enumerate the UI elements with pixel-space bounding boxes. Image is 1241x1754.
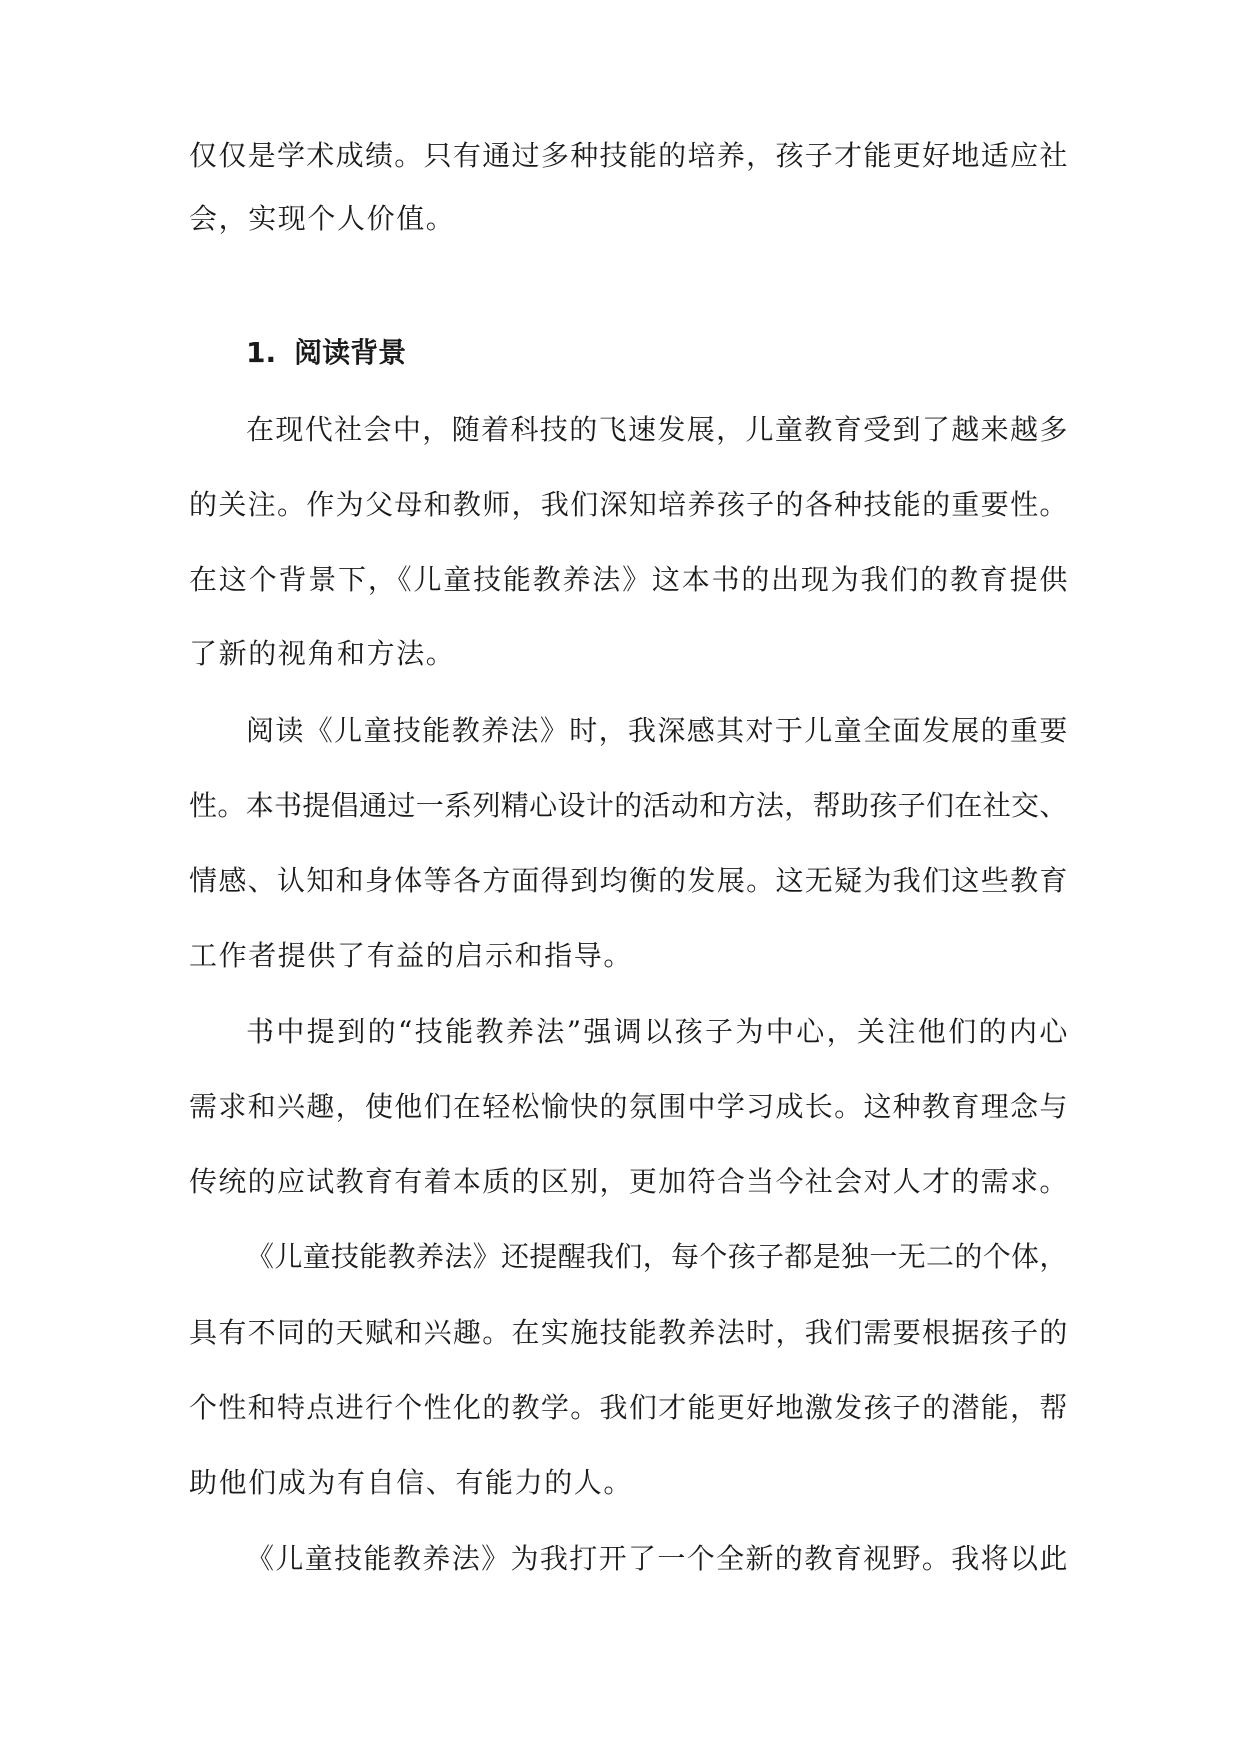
paragraph-line: 阅读《儿童技能教养法》时，我深感其对于儿童全面发展的重要 (246, 714, 1069, 747)
paragraph-line: 具有不同的天赋和兴趣。在实施技能教养法时，我们需要根据孩子的 (189, 1316, 1069, 1349)
paragraph-line: 在这个背景下，《儿童技能教养法》这本书的出现为我们的教育提供 (189, 563, 1070, 596)
section-title: 阅读背景 (294, 336, 407, 369)
paragraph-line: 了新的视角和方法。 (189, 637, 456, 670)
section-number: 1. (246, 336, 277, 369)
paragraph-line: 的关注。作为父母和教师，我们深知培养孩子的各种技能的重要性。 (189, 488, 1069, 521)
paragraph-line: 《儿童技能教养法》为我打开了一个全新的教育视野。我将以此 (246, 1542, 1069, 1575)
paragraph-line: 在现代社会中，随着科技的飞速发展，儿童教育受到了越来越多 (246, 413, 1069, 446)
paragraph-line: 性。本书提倡通过一系列精心设计的活动和方法，帮助孩子们在社交、 (189, 789, 1068, 822)
paragraph-line: 会，实现个人价值。 (189, 202, 456, 235)
paragraph-line: 工作者提供了有益的启示和指导。 (189, 939, 634, 972)
paragraph-line: 情感、认知和身体等各方面得到均衡的发展。这无疑为我们这些教育 (189, 864, 1069, 897)
paragraph-line: 书中提到的“技能教养法”强调以孩子为中心，关注他们的内心 (246, 1015, 1070, 1048)
paragraph-line: 仅仅是学术成绩。只有通过多种技能的培养，孩子才能更好地适应社 (189, 139, 1069, 172)
paragraph-line: 需求和兴趣，使他们在轻松愉快的氛围中学习成长。这种教育理念与 (189, 1090, 1069, 1123)
paragraph-line: 个性和特点进行个性化的教学。我们才能更好地激发孩子的潜能，帮 (189, 1391, 1069, 1424)
paragraph-line: 《儿童技能教养法》还提醒我们，每个孩子都是独一无二的个体， (246, 1240, 1068, 1273)
paragraph-line: 助他们成为有自信、有能力的人。 (189, 1466, 634, 1499)
paragraph-line: 传统的应试教育有着本质的区别，更加符合当今社会对人才的需求。 (189, 1165, 1069, 1198)
section-heading (246, 333, 406, 373)
